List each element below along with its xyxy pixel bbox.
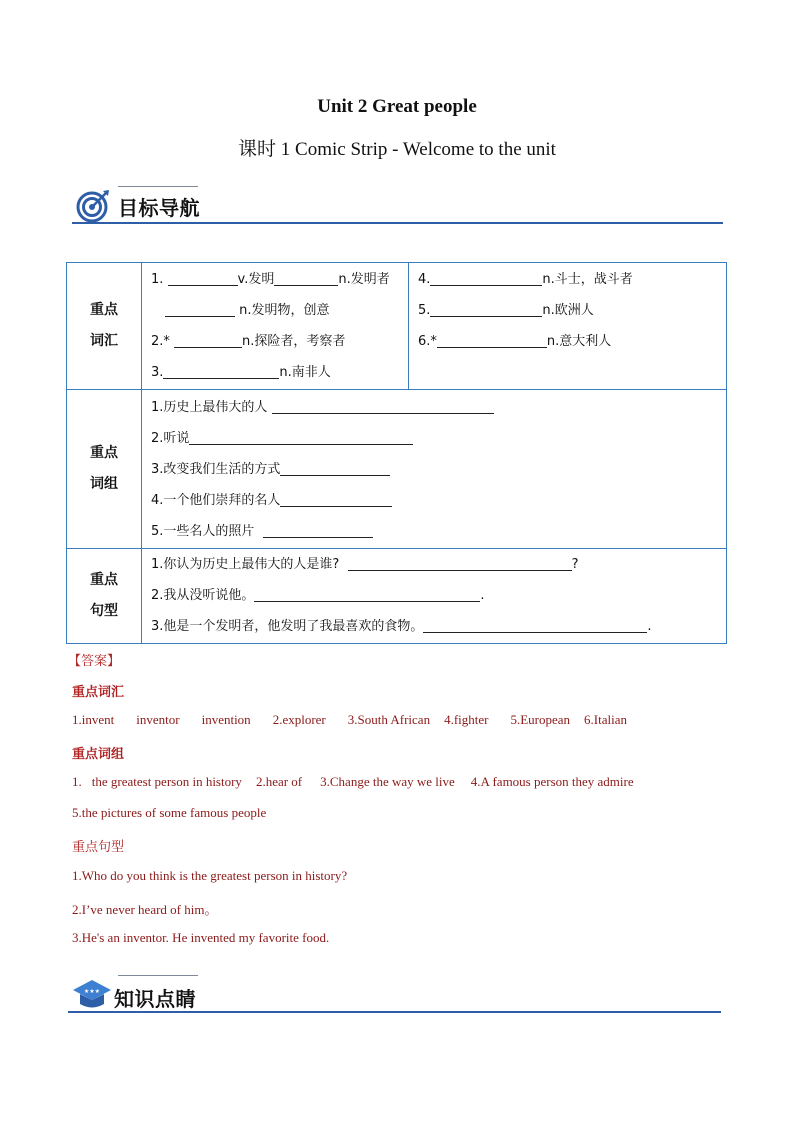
category-label: 重点: [90, 572, 118, 588]
vocab-line: 3. n.南非人: [151, 365, 331, 380]
category-cell: [67, 263, 142, 390]
answers-vocab-line: 1.invent inventor invention 2.explorer 3.South African 4.fighter 5.European 6.Italian: [72, 712, 628, 727]
category-label: 词组: [90, 476, 118, 492]
answers-phrases-line: 5.the pictures of some famous people: [72, 805, 267, 820]
phrase-line: 1.历史上最伟大的人: [143, 392, 725, 423]
phrase-line: 3.改变我们生活的方式: [143, 454, 725, 485]
phrase-line: 5.一些名人的照片: [143, 516, 725, 547]
sentence-line: 2.我从没听说他。 .: [151, 588, 485, 603]
sentence-line: 1.你认为历史上最伟大的人是谁? ?: [151, 557, 579, 572]
svg-text:★★★: ★★★: [83, 988, 101, 995]
section-header-goals: [72, 186, 723, 226]
category-cell: [67, 549, 142, 644]
section-header-knowledge: [68, 975, 721, 1015]
header-top-rule: [118, 975, 198, 976]
header-top-rule: [118, 186, 198, 187]
answers-sentence-line: 1.Who do you think is the greatest person in history?: [72, 868, 348, 883]
answers-sentences-heading: 重点句型: [72, 840, 125, 855]
vocab-line: 5. n.欧洲人: [418, 303, 594, 318]
vocab-left-cell: [142, 263, 409, 390]
category-label: 词汇: [90, 333, 118, 349]
header-underline: [72, 222, 723, 224]
sentences-cell: [142, 549, 727, 644]
answers-phrases-line: 1. the greatest person in history 2.hear of 3.Change the way we live 4.A famous person they admire: [72, 774, 634, 789]
table-row-vocab: [67, 263, 727, 390]
goals-table: [66, 262, 727, 644]
vocab-line: 6.* n.意大利人: [418, 334, 612, 349]
answers-sentence-line: 3.He's an inventor. He invented my favorite food.: [72, 930, 330, 945]
page-title: Unit 2 Great people: [317, 96, 477, 117]
answers-sentence-line: 2.I’ve never heard of him。: [72, 902, 218, 917]
sentence-line: 3.他是一个发明者，他发明了我最喜欢的食物。 .: [151, 619, 652, 634]
target-icon: [76, 189, 110, 223]
phrase-line: 2.听说: [143, 423, 725, 454]
vocab-line: n.发明物，创意: [143, 295, 407, 326]
category-label: 重点: [90, 302, 118, 318]
vocab-right-cell: [409, 263, 727, 390]
vocab-line: 4. n.斗士，战斗者: [418, 272, 633, 287]
answers-vocab-heading: 重点词汇: [72, 685, 125, 700]
page-subtitle: 课时 1 Comic Strip - Welcome to the unit: [238, 139, 556, 160]
phrase-line: 4.一个他们崇拜的名人: [143, 485, 725, 516]
phrases-cell: [142, 390, 727, 549]
table-row-phrases: [67, 390, 727, 549]
section-title: 目标导航: [118, 196, 200, 220]
section-title: 知识点睛: [114, 987, 196, 1011]
graduation-cap-icon: [72, 978, 112, 1012]
category-label: 重点: [90, 445, 118, 461]
category-label: 句型: [90, 603, 118, 619]
answers-phrases-heading: 重点词组: [72, 747, 125, 762]
header-underline: [68, 1011, 721, 1013]
answers-heading: 【答案】: [68, 654, 121, 669]
vocab-line: 1. v.发明 n.发明者: [151, 272, 390, 287]
table-row-sentences: [67, 549, 727, 644]
vocab-line: 2.* n.探险者，考察者: [151, 334, 346, 349]
category-cell: [67, 390, 142, 549]
